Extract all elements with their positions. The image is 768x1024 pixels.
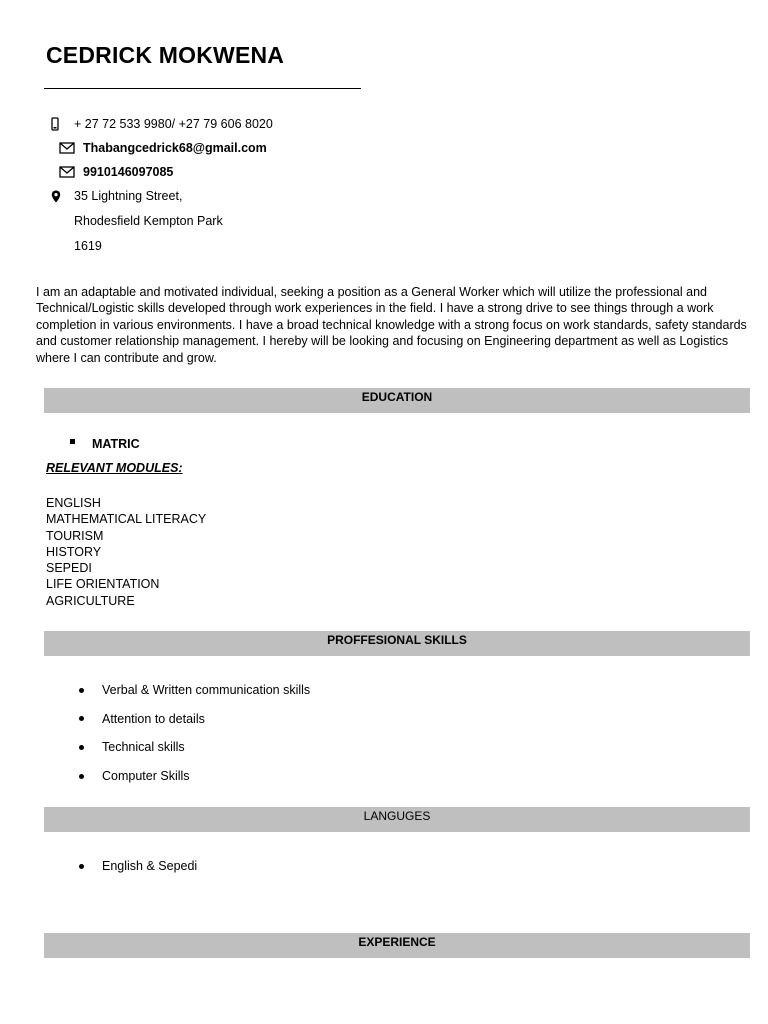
- list-item: [79, 676, 310, 705]
- module-item: SEPEDI: [46, 561, 92, 576]
- module-item: AGRICULTURE: [46, 593, 135, 608]
- address-line-2: Rhodesfield Kempton Park: [74, 214, 223, 228]
- languages-list: [79, 852, 197, 881]
- bullet-icon: [79, 864, 84, 869]
- contact-email-row: [59, 140, 267, 156]
- contact-id-row: [59, 164, 173, 180]
- contact-address-row: [49, 188, 182, 204]
- bullet-icon: [79, 688, 84, 693]
- experience-section-header: [44, 933, 750, 958]
- location-pin-icon: [49, 189, 63, 203]
- skills-list: [79, 676, 310, 790]
- skill-label: Computer Skills: [102, 769, 190, 784]
- bullet-icon: [79, 774, 84, 779]
- phone-number: + 27 72 533 9980/ +27 79 606 8020: [74, 117, 273, 131]
- modules-list: [46, 495, 206, 609]
- list-item: [79, 762, 310, 791]
- cv-name: CEDRICK MOKWENA: [46, 42, 285, 68]
- skill-label: Verbal & Written communication skills: [102, 683, 311, 698]
- phone-icon: [48, 117, 62, 131]
- mail-icon: [59, 141, 75, 155]
- list-item: [79, 852, 197, 881]
- skills-section-header: [44, 631, 750, 656]
- education-qualification: [70, 437, 140, 451]
- list-item: [79, 705, 310, 734]
- languages-heading: LANGUGES: [363, 809, 431, 823]
- email-address[interactable]: Thabangcedrick68@gmail.com: [83, 141, 267, 155]
- module-item: HISTORY: [46, 544, 102, 559]
- address-line-3: 1619: [74, 239, 102, 253]
- languages-section-header: [44, 807, 750, 832]
- experience-heading: EXPERIENCE: [358, 935, 436, 949]
- contact-phone-row: [48, 116, 273, 132]
- mail-icon: [59, 165, 75, 179]
- bullet-icon: [79, 745, 84, 750]
- language-label: English & Sepedi: [102, 859, 198, 874]
- list-item: [79, 733, 310, 762]
- skill-label: Attention to details: [102, 711, 205, 726]
- modules-title: RELEVANT MODULES:: [46, 461, 183, 475]
- module-item: MATHEMATICAL LITERACY: [46, 512, 207, 527]
- skill-label: Technical skills: [102, 740, 185, 755]
- id-number: 9910146097085: [83, 165, 174, 179]
- skills-heading: PROFFESIONAL SKILLS: [327, 633, 467, 647]
- bullet-icon: [79, 716, 84, 721]
- module-item: ENGLISH: [46, 496, 101, 510]
- module-item: TOURISM: [46, 528, 104, 543]
- profile-summary: I am an adaptable and motivated individual, seeking a position as a General Worker which will utilize the professional and Technical/Logistic skills developed through work experiences in the field. I have a strong drive to see things through a work completion in various environments. I have a broad technical knowledge with a strong focus on work standards, safety standards and customer relationship management. I hereby will be looking and focusing on Engineering department as well as Logistics where I can contribute and grow.: [36, 285, 747, 365]
- module-item: LIFE ORIENTATION: [46, 577, 160, 592]
- name-underline: [44, 88, 361, 89]
- address-line-1: 35 Lightning Street,: [74, 189, 183, 203]
- square-bullet-icon: [70, 439, 75, 444]
- education-heading: EDUCATION: [361, 390, 433, 404]
- education-section-header: [44, 388, 750, 413]
- qualification-label: MATRIC: [92, 437, 140, 451]
